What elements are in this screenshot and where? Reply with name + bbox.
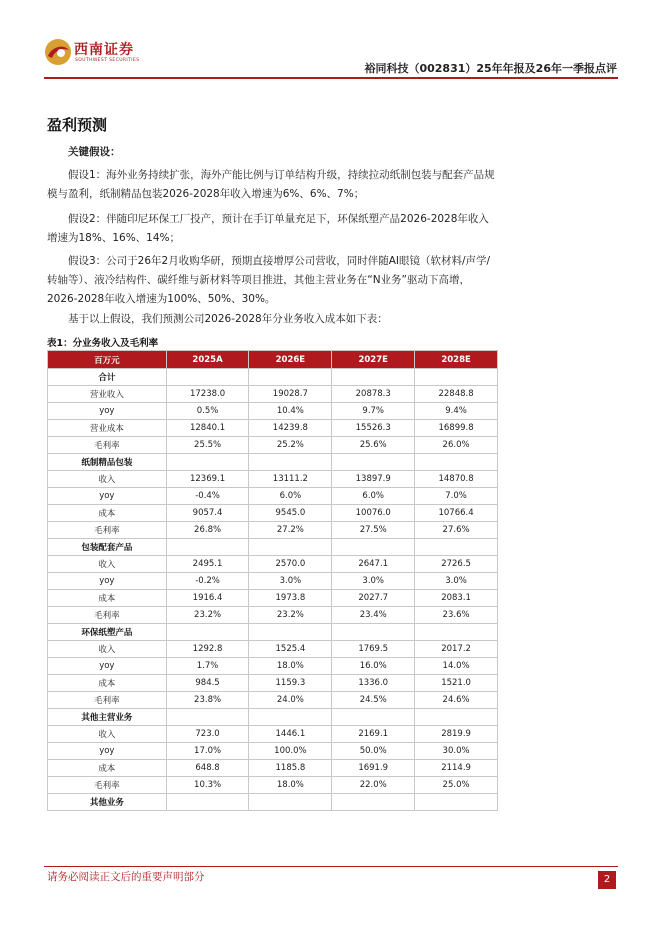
value-cell: -0.2% (166, 573, 249, 590)
value-cell: -0.4% (166, 488, 249, 505)
row-label-cell: yoy (48, 658, 167, 675)
value-cell (332, 369, 415, 386)
table-row (48, 522, 498, 539)
value-cell: 9057.4 (166, 505, 249, 522)
value-cell: 23.2% (166, 607, 249, 624)
row-label-cell: 收入 (48, 471, 167, 488)
group-label-cell: 纸制精品包装 (48, 454, 167, 471)
value-cell (415, 624, 498, 641)
value-cell: 2726.5 (415, 556, 498, 573)
group-label-cell: 合计 (48, 369, 167, 386)
assumption-1-paragraph: 假设1：海外业务持续扩张，海外产能比例与订单结构升级，持续拉动纸制包装与配套产品规模与盈利，纸制精品包装2026-2028年收入增速为6%、6%、7%； (47, 169, 495, 200)
value-cell: 1292.8 (166, 641, 249, 658)
value-cell: 10.4% (249, 403, 332, 420)
value-cell: 14.0% (415, 658, 498, 675)
value-cell: 27.6% (415, 522, 498, 539)
table-group-row (48, 454, 498, 471)
table-body (48, 369, 498, 811)
key-assumptions-label: 关键假设： (68, 146, 121, 158)
table-row (48, 488, 498, 505)
value-cell (332, 794, 415, 811)
value-cell (332, 539, 415, 556)
value-cell: 3.0% (415, 573, 498, 590)
table-row (48, 726, 498, 743)
header-cell-unit: 百万元 (48, 351, 167, 369)
table-row (48, 386, 498, 403)
value-cell: 1446.1 (249, 726, 332, 743)
value-cell: 2027.7 (332, 590, 415, 607)
table-row (48, 420, 498, 437)
value-cell: 1185.8 (249, 760, 332, 777)
value-cell (166, 624, 249, 641)
row-label-cell: 毛利率 (48, 522, 167, 539)
value-cell (166, 539, 249, 556)
row-label-cell: yoy (48, 403, 167, 420)
value-cell: 9.7% (332, 403, 415, 420)
value-cell: 9.4% (415, 403, 498, 420)
value-cell (166, 454, 249, 471)
header-cell-2025a: 2025A (166, 351, 249, 369)
row-label-cell: yoy (48, 743, 167, 760)
value-cell: 2570.0 (249, 556, 332, 573)
value-cell: 1336.0 (332, 675, 415, 692)
table-title: 表1：分业务收入及毛利率 (47, 338, 159, 349)
group-label-cell: 其他主营业务 (48, 709, 167, 726)
value-cell: 1525.4 (249, 641, 332, 658)
logo-chinese-name: 西南证券 (74, 42, 134, 58)
section-title: 盈利预测 (47, 116, 108, 134)
row-label-cell: yoy (48, 573, 167, 590)
value-cell (166, 709, 249, 726)
report-title: 裕同科技（002831）25年年报及26年一季报点评 (364, 62, 617, 75)
table-row (48, 471, 498, 488)
table-row (48, 505, 498, 522)
value-cell: 25.2% (249, 437, 332, 454)
value-cell (415, 794, 498, 811)
value-cell: 2647.1 (332, 556, 415, 573)
value-cell: 17238.0 (166, 386, 249, 403)
table-group-row (48, 794, 498, 811)
forecast-intro-paragraph: 基于以上假设，我们预测公司2026-2028年分业务收入成本如下表： (68, 313, 388, 325)
value-cell: 18.0% (249, 777, 332, 794)
value-cell: 3.0% (249, 573, 332, 590)
value-cell (166, 794, 249, 811)
row-label-cell: 毛利率 (48, 777, 167, 794)
value-cell: 14870.8 (415, 471, 498, 488)
value-cell: 25.0% (415, 777, 498, 794)
value-cell: 27.5% (332, 522, 415, 539)
value-cell: 100.0% (249, 743, 332, 760)
value-cell: 10076.0 (332, 505, 415, 522)
table-row (48, 658, 498, 675)
value-cell: 1.7% (166, 658, 249, 675)
table-group-row (48, 624, 498, 641)
value-cell: 24.0% (249, 692, 332, 709)
group-label-cell: 其他业务 (48, 794, 167, 811)
row-label-cell: 营业成本 (48, 420, 167, 437)
value-cell: 27.2% (249, 522, 332, 539)
row-label-cell: 毛利率 (48, 607, 167, 624)
table-row (48, 760, 498, 777)
value-cell: 2819.9 (415, 726, 498, 743)
page-header (0, 0, 662, 80)
value-cell: 10.3% (166, 777, 249, 794)
value-cell (415, 539, 498, 556)
value-cell: 25.6% (332, 437, 415, 454)
value-cell: 1916.4 (166, 590, 249, 607)
row-label-cell: 成本 (48, 760, 167, 777)
table-group-row (48, 709, 498, 726)
row-label-cell: yoy (48, 488, 167, 505)
value-cell: 24.5% (332, 692, 415, 709)
page-number: 2 (598, 871, 616, 889)
assumption-2-paragraph: 假设2：伴随印尼环保工厂投产，预计在手订单量充足下，环保纸塑产品2026-2028年收入增速为18%、16%、14%； (47, 213, 489, 244)
value-cell: 17.0% (166, 743, 249, 760)
value-cell: 6.0% (332, 488, 415, 505)
logo-emblem-icon (44, 38, 72, 66)
value-cell: 16899.8 (415, 420, 498, 437)
value-cell: 12369.1 (166, 471, 249, 488)
value-cell: 15526.3 (332, 420, 415, 437)
value-cell (249, 454, 332, 471)
value-cell: 723.0 (166, 726, 249, 743)
value-cell: 13111.2 (249, 471, 332, 488)
value-cell: 14239.8 (249, 420, 332, 437)
value-cell (249, 709, 332, 726)
value-cell: 2083.1 (415, 590, 498, 607)
value-cell: 13897.9 (332, 471, 415, 488)
row-label-cell: 成本 (48, 675, 167, 692)
table-row (48, 743, 498, 760)
row-label-cell: 成本 (48, 505, 167, 522)
value-cell: 2017.2 (415, 641, 498, 658)
value-cell: 23.6% (415, 607, 498, 624)
revenue-margin-table (47, 350, 498, 811)
group-label-cell: 包装配套产品 (48, 539, 167, 556)
value-cell (166, 369, 249, 386)
value-cell: 20878.3 (332, 386, 415, 403)
value-cell: 23.2% (249, 607, 332, 624)
value-cell: 26.8% (166, 522, 249, 539)
value-cell: 16.0% (332, 658, 415, 675)
value-cell: 50.0% (332, 743, 415, 760)
table-group-row (48, 369, 498, 386)
value-cell (249, 369, 332, 386)
value-cell: 7.0% (415, 488, 498, 505)
row-label-cell: 成本 (48, 590, 167, 607)
value-cell (415, 709, 498, 726)
value-cell (415, 369, 498, 386)
table-row (48, 403, 498, 420)
logo-english-name: SOUTHWEST SECURITIES (75, 58, 140, 63)
assumption-3-paragraph: 假设3：公司于26年2月收购华研，预期直接增厚公司营收，同时伴随AI眼镜（软材料/声学/转轴等）、液冷结构件、碳纤维与新材料等项目推进，其他主营业务在“N业务”驱动下高增，2026-2028年收入增速为100%、50%、30%。 (47, 255, 491, 305)
value-cell: 3.0% (332, 573, 415, 590)
value-cell: 1769.5 (332, 641, 415, 658)
value-cell: 2169.1 (332, 726, 415, 743)
table-row (48, 692, 498, 709)
value-cell: 19028.7 (249, 386, 332, 403)
footer-divider (44, 866, 618, 867)
value-cell (249, 539, 332, 556)
table-row (48, 437, 498, 454)
footer-disclaimer: 请务必阅读正文后的重要声明部分 (47, 871, 205, 883)
row-label-cell: 收入 (48, 726, 167, 743)
value-cell: 23.8% (166, 692, 249, 709)
table-row (48, 556, 498, 573)
value-cell (415, 454, 498, 471)
value-cell: 2495.1 (166, 556, 249, 573)
value-cell (332, 454, 415, 471)
header-cell-2028e: 2028E (415, 351, 498, 369)
table-row (48, 607, 498, 624)
value-cell: 24.6% (415, 692, 498, 709)
value-cell: 2114.9 (415, 760, 498, 777)
row-label-cell: 收入 (48, 641, 167, 658)
value-cell (332, 624, 415, 641)
value-cell: 1521.0 (415, 675, 498, 692)
table-row (48, 641, 498, 658)
value-cell: 25.5% (166, 437, 249, 454)
table-header-row (48, 351, 498, 369)
value-cell: 648.8 (166, 760, 249, 777)
row-label-cell: 毛利率 (48, 437, 167, 454)
value-cell: 1691.9 (332, 760, 415, 777)
value-cell: 984.5 (166, 675, 249, 692)
value-cell: 22.0% (332, 777, 415, 794)
header-cell-2026e: 2026E (249, 351, 332, 369)
value-cell (249, 794, 332, 811)
header-cell-2027e: 2027E (332, 351, 415, 369)
table-row (48, 777, 498, 794)
value-cell: 1159.3 (249, 675, 332, 692)
value-cell: 9545.0 (249, 505, 332, 522)
group-label-cell: 环保纸塑产品 (48, 624, 167, 641)
value-cell: 10766.4 (415, 505, 498, 522)
table-group-row (48, 539, 498, 556)
row-label-cell: 营业收入 (48, 386, 167, 403)
table-row (48, 675, 498, 692)
value-cell: 0.5% (166, 403, 249, 420)
value-cell: 12840.1 (166, 420, 249, 437)
value-cell (332, 709, 415, 726)
table-row (48, 573, 498, 590)
value-cell: 1973.8 (249, 590, 332, 607)
row-label-cell: 毛利率 (48, 692, 167, 709)
header-divider (44, 77, 618, 79)
value-cell: 22848.8 (415, 386, 498, 403)
value-cell: 26.0% (415, 437, 498, 454)
value-cell: 6.0% (249, 488, 332, 505)
company-logo (44, 34, 174, 70)
row-label-cell: 收入 (48, 556, 167, 573)
table-row (48, 590, 498, 607)
value-cell: 18.0% (249, 658, 332, 675)
value-cell (249, 624, 332, 641)
value-cell: 23.4% (332, 607, 415, 624)
value-cell: 30.0% (415, 743, 498, 760)
